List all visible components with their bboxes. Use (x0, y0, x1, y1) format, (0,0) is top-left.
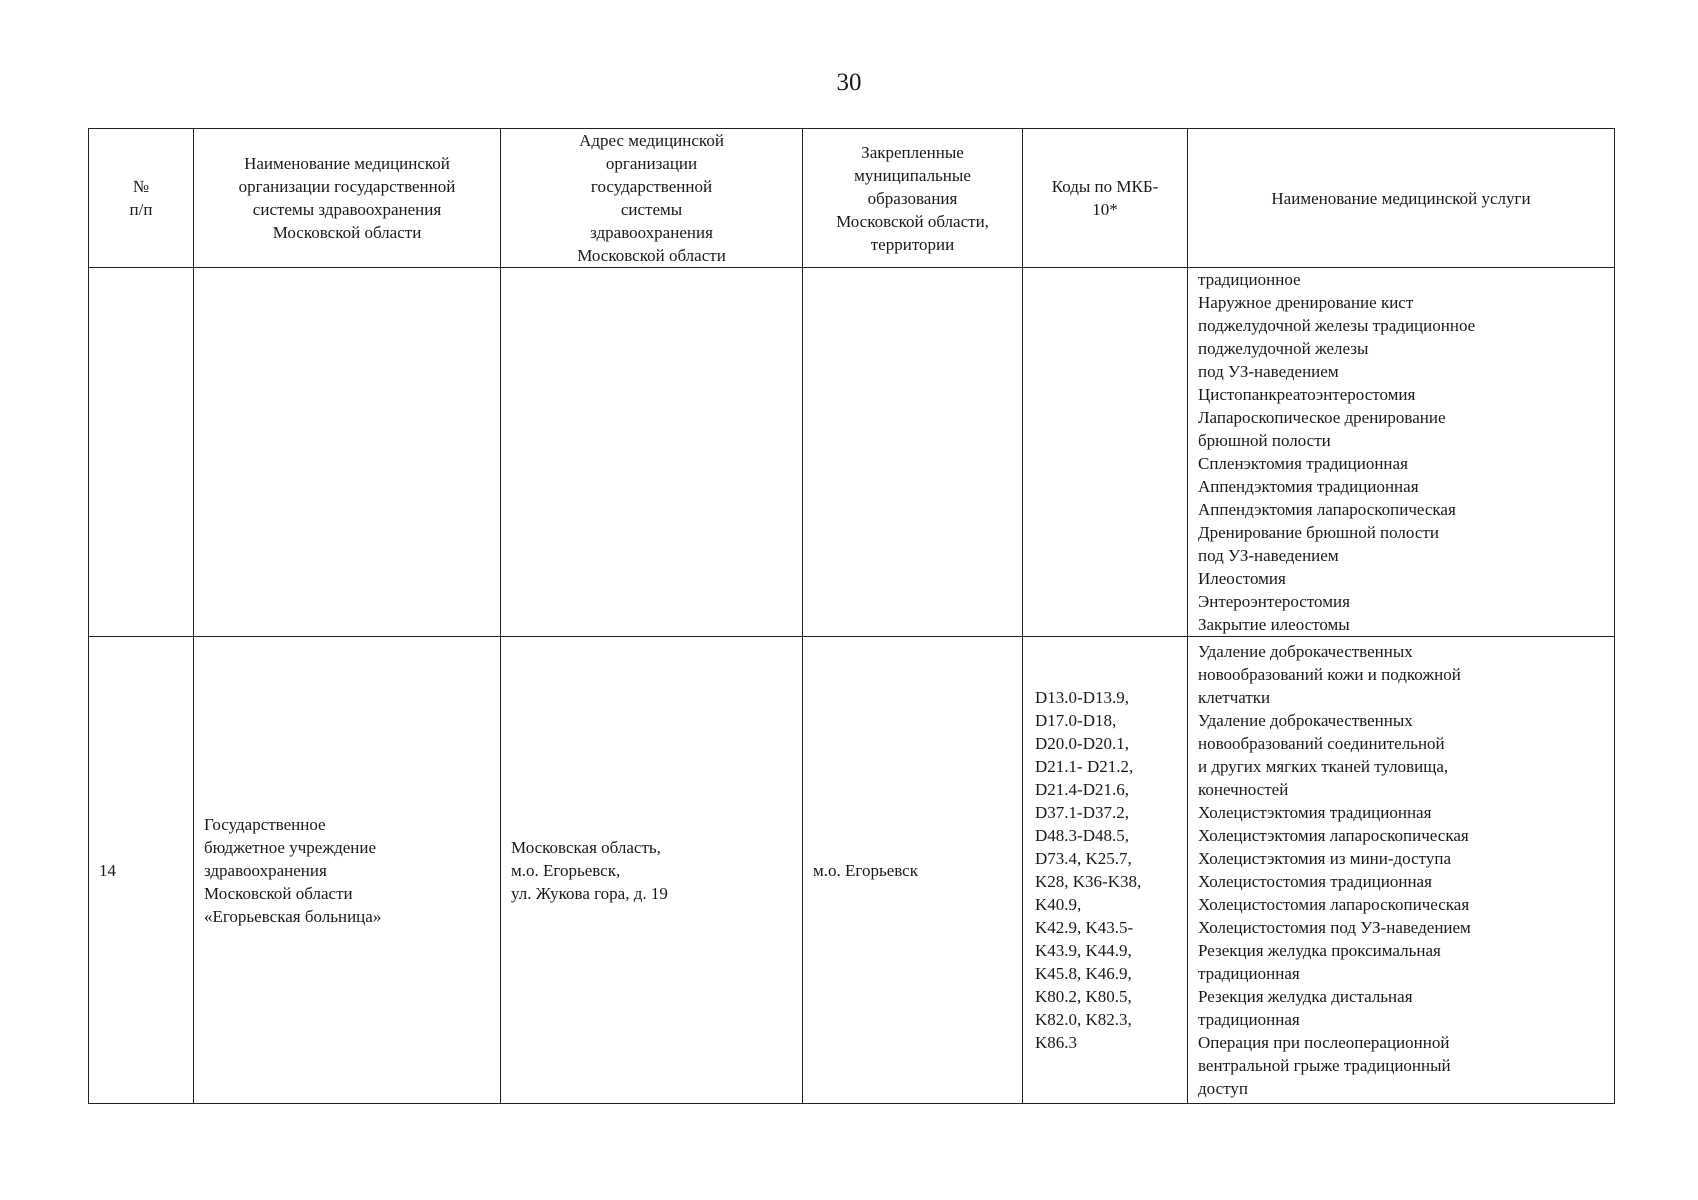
text-line: образования (867, 188, 958, 208)
text-line: системы (620, 200, 683, 219)
table-row (89, 268, 1615, 637)
text-line: Адрес медицинской (579, 131, 724, 150)
cell-services (1188, 637, 1615, 1104)
cell-codes (1023, 268, 1188, 637)
text-line: Закрытие илеостомы (1198, 615, 1350, 634)
text-line: конечностей (1198, 780, 1289, 799)
text-line: D20.0-D20.1, (1035, 734, 1129, 753)
text-line: K45.8, K46.9, (1035, 964, 1132, 983)
text-line: традиционное (1198, 270, 1301, 289)
text-line: 10* (1092, 200, 1118, 219)
cell-org-name (194, 637, 501, 1104)
header-row (89, 129, 1615, 268)
text-line: клетчатки (1198, 688, 1271, 707)
text-line: Закрепленные (861, 142, 964, 162)
text-line: Наименование медицинской (244, 154, 450, 173)
text-line: доступ (1198, 1079, 1248, 1098)
text-line: Аппендэктомия лапароскопическая (1198, 500, 1456, 519)
text-line: K82.0, K82.3, (1035, 1010, 1132, 1029)
text-line: Холецистостомия лапароскопическая (1198, 895, 1470, 914)
text-line: территории (870, 234, 955, 254)
header-codes (1023, 129, 1188, 268)
text-line: Лапароскопическое дренирование (1198, 408, 1446, 427)
text-line: поджелудочной железы (1198, 339, 1369, 358)
text-line: D13.0-D13.9, (1035, 688, 1129, 707)
text-line: бюджетное учреждение (204, 837, 377, 857)
text-line: K28, K36-K38, (1035, 872, 1142, 891)
text-line: № (132, 177, 150, 196)
text-line: K86.3 (1035, 1033, 1078, 1052)
text-line: организации государственной (238, 177, 456, 196)
services-table (88, 128, 1615, 1104)
cell-territory (803, 268, 1023, 637)
text-line: м.о. Егорьевск, (511, 860, 621, 880)
text-line: Дренирование брюшной полости (1198, 523, 1439, 542)
text-line: новообразований соединительной (1198, 734, 1445, 753)
text-line: Наружное дренирование кист (1198, 293, 1414, 312)
text-line: Спленэктомия традиционная (1198, 454, 1408, 473)
text-line: п/п (129, 200, 153, 219)
text-line: D73.4, K25.7, (1035, 849, 1132, 868)
text-line: новообразований кожи и подкожной (1198, 665, 1461, 684)
text-line: Удаление доброкачественных (1198, 642, 1413, 661)
cell-codes (1023, 637, 1188, 1104)
text-line: ул. Жукова гора, д. 19 (511, 883, 668, 903)
text-line: Удаление доброкачественных (1198, 711, 1413, 730)
text-line: Цистопанкреатоэнтеростомия (1198, 385, 1416, 404)
text-line: Холецистэктомия из мини-доступа (1198, 849, 1451, 868)
text-line: поджелудочной железы традиционное (1198, 316, 1476, 335)
text-line: Холецистэктомия традиционная (1198, 803, 1432, 822)
text-line: Московская область, (511, 837, 661, 857)
text-line: системы здравоохранения (252, 200, 442, 219)
cell-num: 14 (89, 637, 194, 1104)
text-line: организации (605, 154, 698, 173)
text-line: Операция при послеоперационной (1198, 1033, 1450, 1052)
header-address (501, 129, 803, 268)
text-line: K43.9, K44.9, (1035, 941, 1132, 960)
text-line: D21.4-D21.6, (1035, 780, 1129, 799)
text-line: D48.3-D48.5, (1035, 826, 1129, 845)
text-line: Илеостомия (1198, 569, 1286, 588)
text-line: Московской области, (836, 211, 989, 231)
text-line: традиционная (1198, 1010, 1300, 1029)
cell-address (501, 268, 803, 637)
text-line: здравоохранения (590, 223, 713, 242)
header-org-name (194, 129, 501, 268)
text-line: Коды по МКБ- (1051, 177, 1159, 196)
text-line: Резекция желудка дистальная (1198, 987, 1413, 1006)
text-line: K80.2, K80.5, (1035, 987, 1132, 1006)
header-municipalities (803, 129, 1023, 268)
text-line: Наименование медицинской услуги (1271, 188, 1531, 208)
text-line: Холецистэктомия лапароскопическая (1198, 826, 1469, 845)
cell-territory: м.о. Егорьевск (803, 637, 1023, 1104)
text-line: брюшной полости (1198, 431, 1331, 450)
header-num (89, 129, 194, 268)
text-line: K42.9, K43.5- (1035, 918, 1134, 937)
text-line: Московской области (577, 246, 726, 265)
text-line: традиционная (1198, 964, 1300, 983)
table-row (89, 637, 1615, 1104)
text-line: здравоохранения (204, 860, 327, 880)
cell-services (1188, 268, 1615, 637)
text-line: Энтероэнтеростомия (1198, 592, 1350, 611)
text-line: и других мягких тканей туловища, (1198, 757, 1449, 776)
text-line: муниципальные (854, 165, 971, 185)
text-line: K40.9, (1035, 895, 1082, 914)
text-line: Резекция желудка проксимальная (1198, 941, 1441, 960)
text-line: Холецистостомия традиционная (1198, 872, 1432, 891)
text-line: D37.1-D37.2, (1035, 803, 1129, 822)
text-line: Московской области (272, 223, 422, 242)
text-line: Холецистостомия под УЗ-наведением (1198, 918, 1471, 937)
text-line: «Егорьевская больница» (204, 906, 382, 926)
text-line: D21.1- D21.2, (1035, 757, 1134, 776)
text-line: D17.0-D18, (1035, 711, 1117, 730)
cell-org-name (194, 268, 501, 637)
text-line: под УЗ-наведением (1198, 546, 1339, 565)
cell-address (501, 637, 803, 1104)
text-line: Аппендэктомия традиционная (1198, 477, 1419, 496)
page-number: 30 (836, 69, 862, 96)
cell-num (89, 268, 194, 637)
text-line: под УЗ-наведением (1198, 362, 1339, 381)
text-line: Государственное (204, 814, 326, 834)
text-line: государственной (590, 177, 713, 196)
text-line: вентральной грыже традиционный (1198, 1056, 1451, 1075)
header-service (1188, 129, 1615, 268)
text-line: Московской области (204, 883, 353, 903)
